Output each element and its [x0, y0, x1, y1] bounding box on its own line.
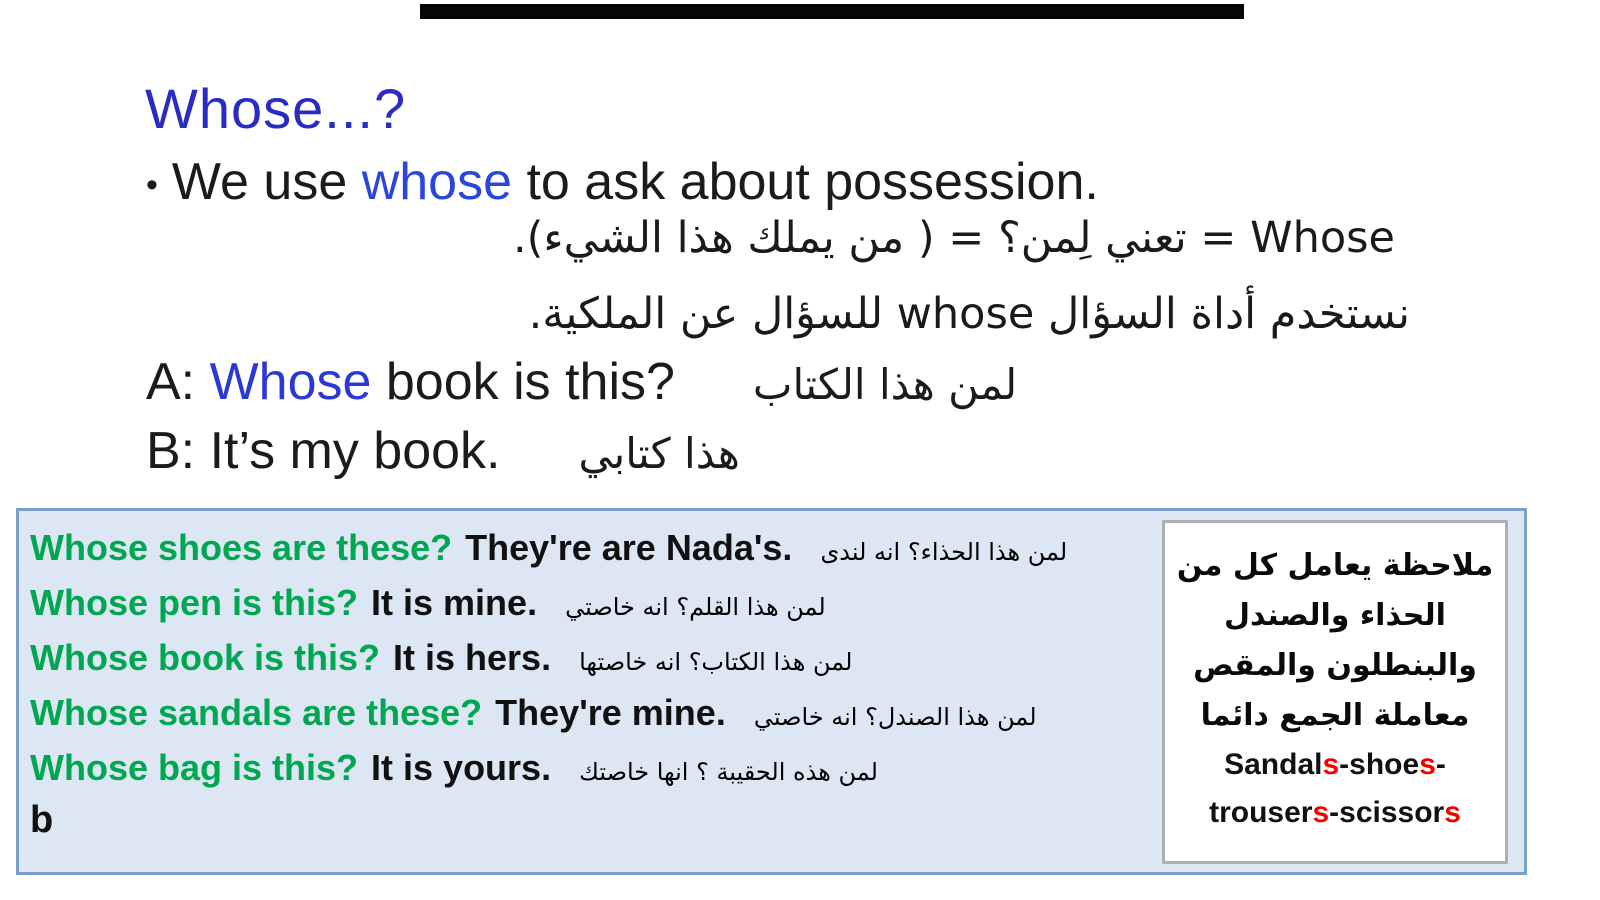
example-question: Whose bag is this? [30, 747, 359, 788]
example-answer: It is mine. [371, 582, 538, 623]
footnote-b: b [30, 799, 54, 841]
lesson-title: Whose...? [145, 77, 407, 140]
dialog-a-arabic: لمن هذا الكتاب [752, 360, 1018, 409]
dialog-a-post: book is this? [371, 353, 675, 411]
example-question: Whose shoes are these? [30, 527, 453, 568]
example-answer: They're mine. [495, 692, 726, 733]
note-arabic-line: ملاحظة يعامل كل من [1176, 548, 1494, 583]
dialog-b-text: B: It’s my book. [146, 422, 501, 480]
example-arabic: لمن هذه الحقيبة ؟ انها خاصتك [579, 758, 878, 786]
example-arabic: لمن هذا القلم؟ انه خاصتي [565, 593, 826, 621]
example-question: Whose pen is this? [30, 582, 359, 623]
note-english-line: Sandals-shoes- [1224, 748, 1446, 781]
arabic-usage-line: نستخدم أداة السؤال whose للسؤال عن الملكية. [528, 289, 1410, 339]
bullet-marker: • [146, 165, 158, 204]
example-answer: It is yours. [371, 747, 552, 788]
dialog-a-highlight-whose: Whose [209, 353, 372, 411]
note-arabic-line: معاملة الجمع دائما [1200, 698, 1470, 733]
dialog-b-arabic: هذا كتابي [578, 429, 740, 478]
example-question: Whose book is this? [30, 637, 381, 678]
example-answer: They're are Nada's. [465, 527, 793, 568]
dialog-a-pre: A: [146, 353, 210, 411]
bullet-text-post: to ask about possession. [512, 153, 1099, 211]
arabic-equation-line: Whose = تعني لِمن؟ = ( من يملك هذا الشيء). [512, 213, 1395, 263]
dialog-line-b [146, 421, 740, 481]
bullet-highlight-whose: whose [361, 153, 513, 211]
usage-bullet-line [146, 152, 1099, 212]
example-question: Whose sandals are these? [30, 692, 483, 733]
example-arabic: لمن هذا الكتاب؟ انه خاصتها [579, 648, 853, 676]
note-panel [1162, 520, 1508, 864]
example-arabic: لمن هذا الحذاء؟ انه لندى [820, 538, 1068, 566]
note-arabic-line: الحذاء والصندل [1224, 598, 1446, 633]
top-border-bar [420, 4, 1244, 19]
example-answer: It is hers. [393, 637, 552, 678]
note-english-line: trousers-scissors [1209, 796, 1461, 829]
bullet-text-pre: We use [171, 153, 362, 211]
note-arabic-line: والبنطلون والمقص [1193, 648, 1477, 683]
example-arabic: لمن هذا الصندل؟ انه خاصتي [753, 703, 1037, 731]
dialog-line-a [146, 352, 1017, 412]
